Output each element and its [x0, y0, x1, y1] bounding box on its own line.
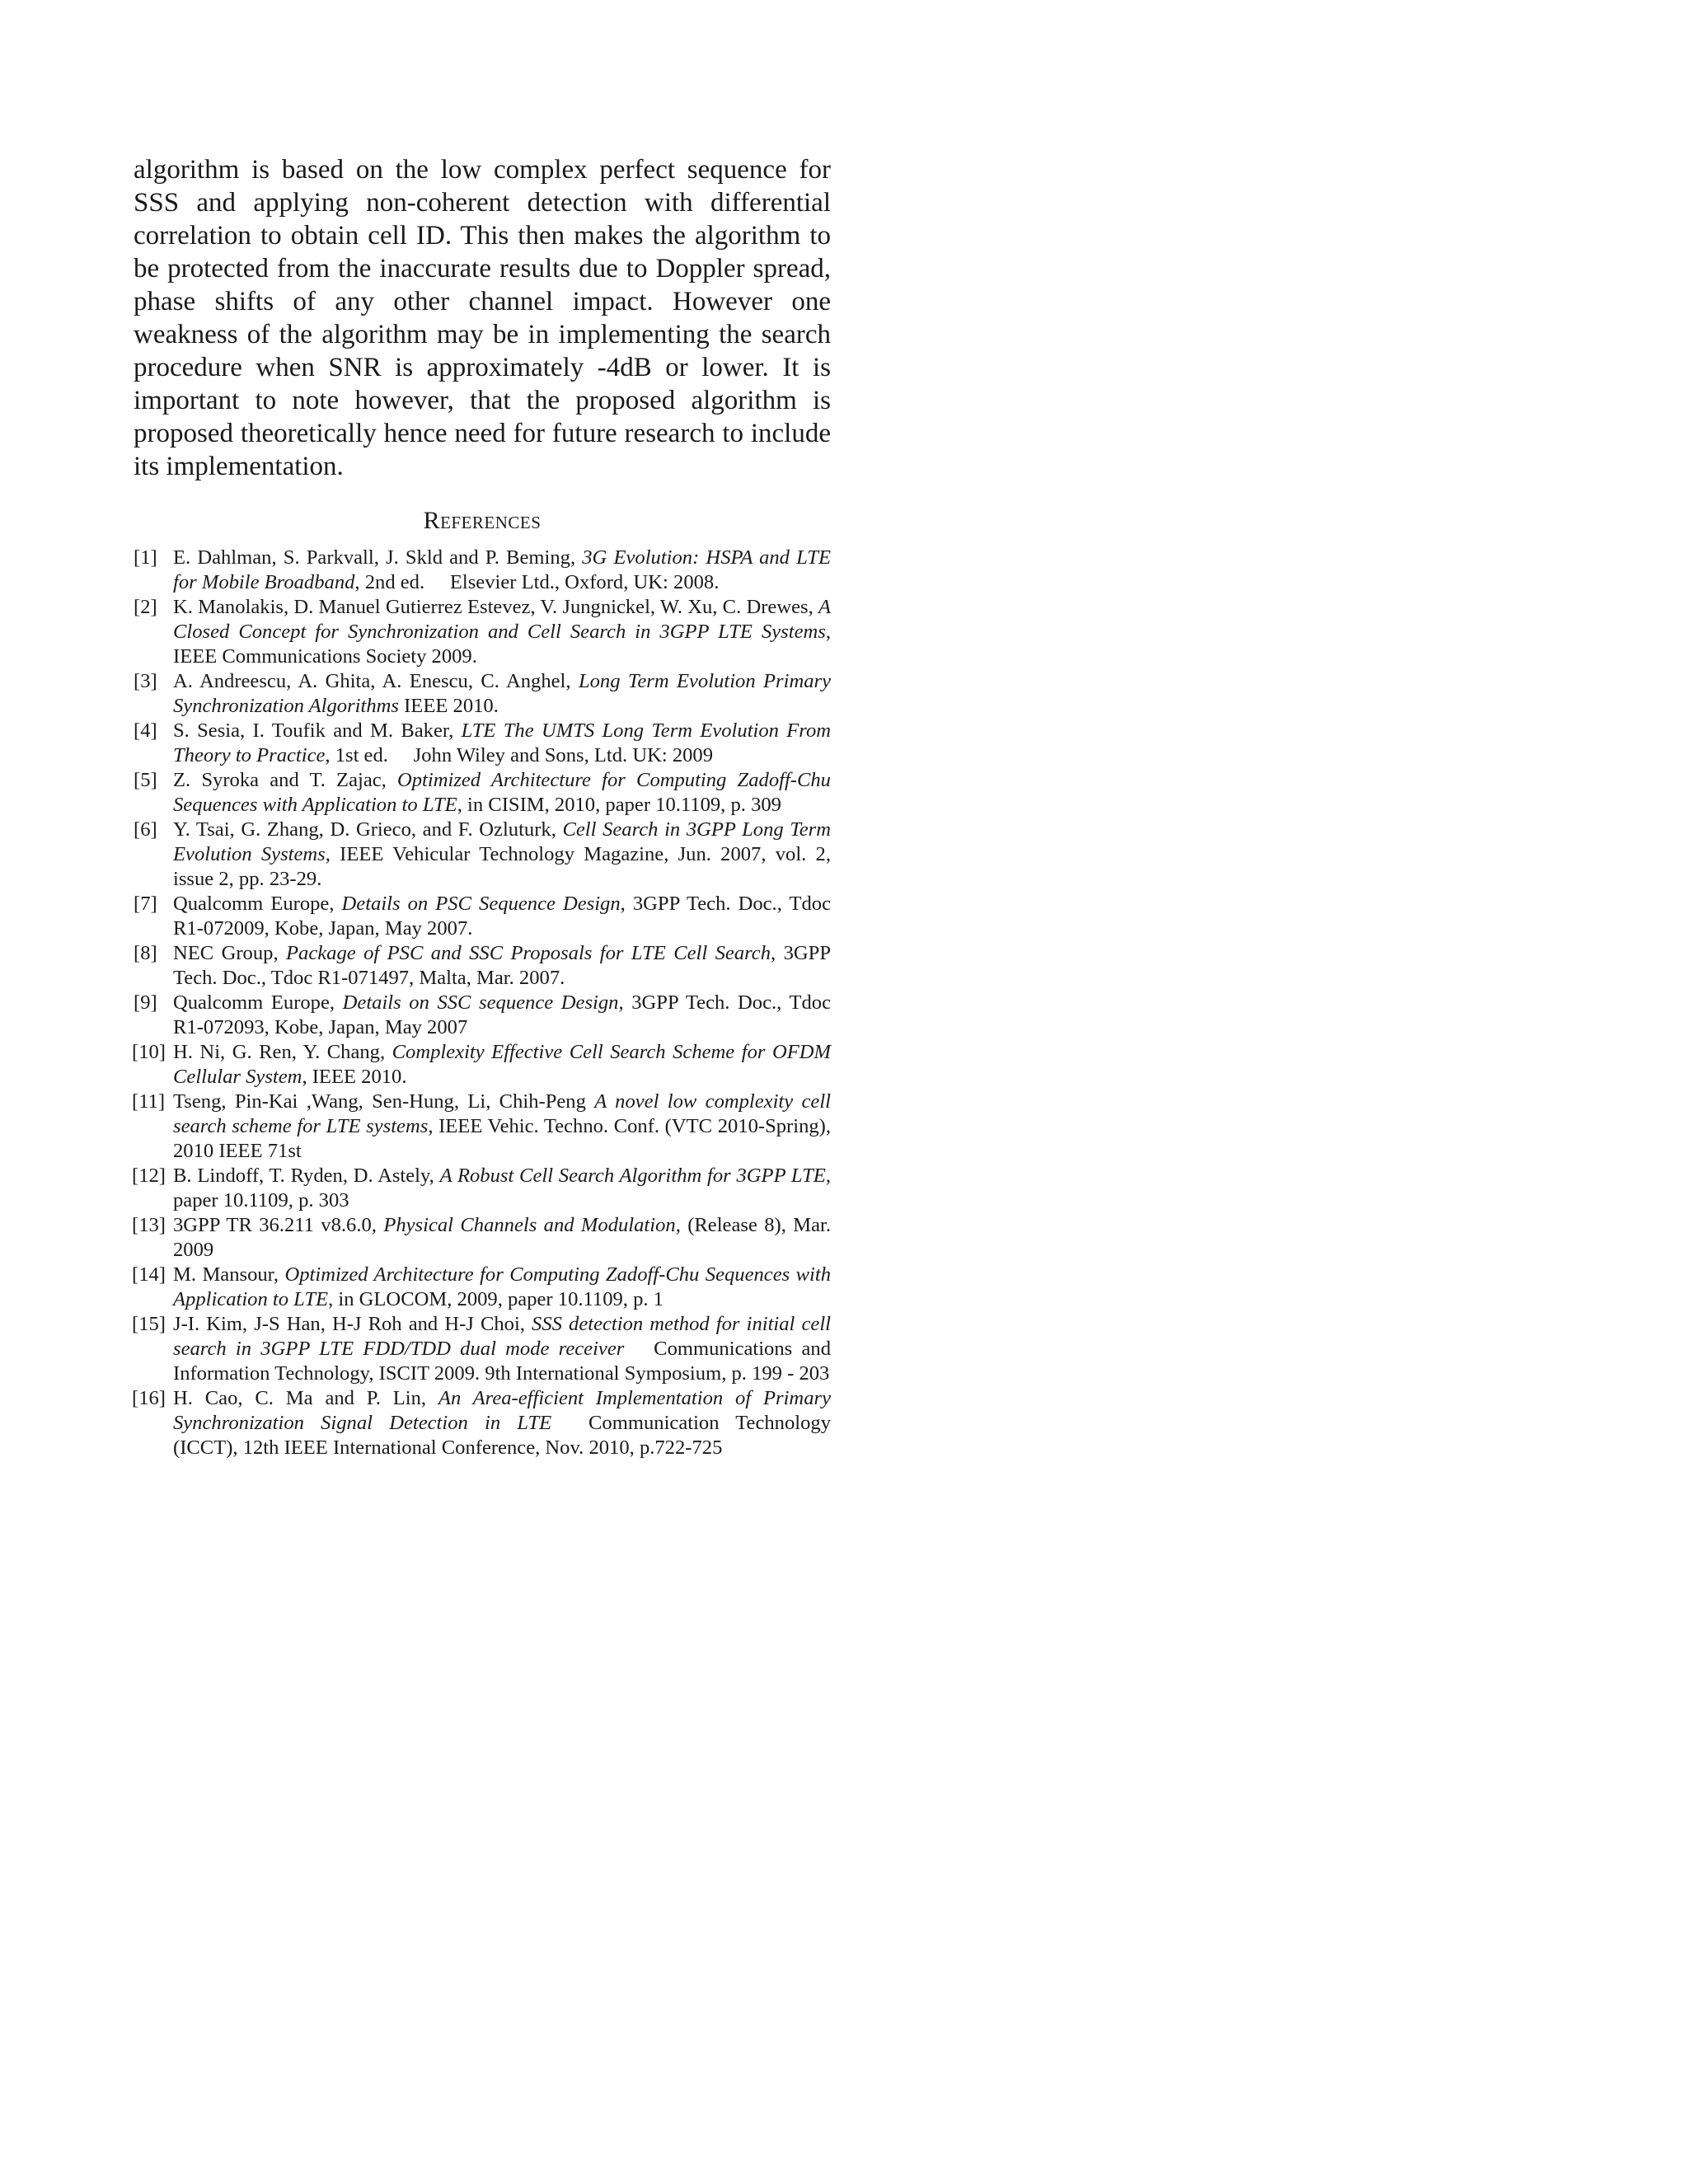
reference-list	[134, 546, 831, 1460]
reference-number: [5]	[134, 769, 157, 791]
reference-item	[134, 1040, 831, 1090]
reference-title: Details on PSC Sequence Design	[341, 893, 621, 915]
reference-item	[134, 941, 831, 991]
reference-number: [2]	[134, 596, 157, 618]
reference-item	[134, 1164, 831, 1213]
reference-authors: Z. Syroka and T. Zajac,	[173, 769, 397, 791]
reference-authors: J-I. Kim, J-S Han, H-J Roh and H-J Choi,	[173, 1313, 532, 1335]
reference-title: LTE The UMTS Long Term Evolution From Theory to Practice	[173, 719, 831, 766]
reference-details: , (Release 8), Mar. 2009	[173, 1214, 832, 1261]
reference-authors: B. Lindoff, T. Ryden, D. Astely,	[173, 1165, 440, 1187]
reference-authors: Qualcomm Europe,	[173, 893, 342, 915]
reference-title: Cell Search in 3GPP Long Term Evolution Systems	[173, 818, 831, 865]
reference-authors: A. Andreescu, A. Ghita, A. Enescu, C. Anghel,	[173, 670, 579, 692]
reference-item	[134, 818, 831, 892]
reference-item	[134, 1090, 831, 1164]
reference-number: [1]	[134, 546, 157, 569]
reference-item	[134, 1386, 831, 1460]
reference-title: SSS detection method for initial cell search in 3GPP LTE FDD/TDD dual mode receiver	[173, 1313, 831, 1360]
body-paragraph: algorithm is based on the low complex perfect sequence for SSS and applying non-coherent detection with differential correlation to obtain cell ID. This then makes the algorithm to be protected from the inaccurate results due to Doppler spread, phase shifts of any other channel impact. However one weakness of the algorithm may be in implementing the search procedure when SNR is approximately -4dB or lower. It is important to note however, that the proposed algorithm is proposed theoretically hence need for future research to include its implementation.	[134, 155, 831, 481]
reference-number: [12]	[132, 1165, 166, 1187]
reference-number: [7]	[134, 893, 157, 915]
reference-authors: H. Ni, G. Ren, Y. Chang,	[173, 1041, 392, 1063]
reference-authors: NEC Group,	[173, 942, 287, 964]
reference-number: [16]	[132, 1387, 166, 1409]
reference-authors: E. Dahlman, S. Parkvall, J. Skld and P. Beming,	[173, 546, 583, 569]
reference-details: , 2nd ed. Elsevier Ltd., Oxford, UK: 2008.	[354, 571, 720, 593]
reference-details: , IEEE Vehicular Technology Magazine, Jun. 2007, vol. 2, issue 2, pp. 23-29.	[173, 843, 832, 890]
reference-title: Long Term Evolution Primary Synchronization Algorithms	[173, 670, 831, 717]
reference-item	[134, 546, 831, 595]
reference-details: , 1st ed. John Wiley and Sons, Ltd. UK: 2009	[325, 744, 714, 766]
reference-authors: 3GPP TR 36.211 v8.6.0,	[173, 1214, 384, 1236]
reference-details: , IEEE Vehic. Techno. Conf. (VTC 2010-Spring), 2010 IEEE 71st	[173, 1115, 831, 1162]
paper-column	[134, 153, 831, 1460]
reference-authors: M. Mansour,	[173, 1263, 285, 1286]
reference-number: [13]	[132, 1214, 166, 1236]
reference-item	[134, 1213, 831, 1263]
references-heading	[134, 506, 831, 536]
reference-details: , 3GPP Tech. Doc., Tdoc R1-072093, Kobe, Japan, May 2007	[173, 991, 831, 1038]
reference-details: Communication Technology (ICCT), 12th IEEE International Conference, Nov. 2010, p.722-725	[173, 1412, 831, 1459]
reference-title: A Closed Concept for Synchronization and Cell Search in 3GPP LTE Systems	[173, 596, 831, 643]
reference-authors: H. Cao, C. Ma and P. Lin,	[173, 1387, 438, 1409]
reference-authors: Y. Tsai, G. Zhang, D. Grieco, and F. Ozluturk,	[173, 818, 563, 841]
reference-title: An Area-efficient Implementation of Primary Synchronization Signal Detection in LTE	[173, 1387, 831, 1434]
reference-item	[134, 768, 831, 818]
references-heading-text: References	[423, 507, 542, 534]
reference-item	[134, 1312, 831, 1386]
reference-number: [4]	[134, 719, 157, 742]
reference-title: Details on SSC sequence Design	[342, 991, 619, 1014]
reference-authors: Qualcomm Europe,	[173, 991, 343, 1014]
reference-number: [3]	[134, 670, 157, 692]
reference-details: , IEEE Communications Society 2009.	[173, 621, 831, 668]
reference-details: , in CISIM, 2010, paper 10.1109, p. 309	[457, 794, 781, 816]
reference-number: [9]	[134, 991, 157, 1014]
reference-number: [8]	[134, 942, 157, 964]
reference-authors: Tseng, Pin-Kai ,Wang, Sen-Hung, Li, Chih-Peng	[173, 1090, 595, 1113]
reference-title: Optimized Architecture for Computing Zadoff-Chu Sequences with Application to LTE	[173, 1263, 831, 1310]
reference-item	[134, 892, 831, 941]
reference-title: Optimized Architecture for Computing Zadoff-Chu Sequences with Application to LTE	[173, 769, 831, 816]
reference-details: , paper 10.1109, p. 303	[173, 1165, 831, 1212]
reference-authors: K. Manolakis, D. Manuel Gutierrez Estevez, V. Jungnickel, W. Xu, C. Drewes,	[173, 596, 818, 618]
reference-title: Complexity Effective Cell Search Scheme for OFDM Cellular System	[173, 1041, 831, 1088]
reference-item	[134, 991, 831, 1040]
reference-details: , in GLOCOM, 2009, paper 10.1109, p. 1	[328, 1288, 663, 1310]
reference-title: A novel low complexity cell search scheme for LTE systems	[173, 1090, 832, 1137]
reference-number: [14]	[132, 1263, 166, 1286]
reference-number: [15]	[132, 1313, 166, 1335]
reference-title: A Robust Cell Search Algorithm for 3GPP LTE	[439, 1165, 826, 1187]
reference-number: [11]	[132, 1090, 166, 1113]
reference-details: , 3GPP Tech. Doc., Tdoc R1-072009, Kobe, Japan, May 2007.	[173, 893, 831, 940]
reference-item	[134, 1263, 831, 1312]
reference-details: , IEEE 2010.	[302, 1066, 407, 1088]
reference-details: Communications and Information Technology, ISCIT 2009. 9th International Symposium, p. 199 - 203	[173, 1338, 831, 1385]
reference-item	[134, 595, 831, 669]
reference-item	[134, 719, 831, 768]
reference-item	[134, 669, 831, 719]
reference-number: [10]	[132, 1041, 166, 1063]
reference-title: Physical Channels and Modulation	[383, 1214, 676, 1236]
reference-details: IEEE 2010.	[398, 695, 499, 717]
reference-authors: S. Sesia, I. Toufik and M. Baker,	[173, 719, 462, 742]
reference-title: Package of PSC and SSC Proposals for LTE Cell Search	[286, 942, 771, 964]
reference-title: 3G Evolution: HSPA and LTE for Mobile Broadband	[173, 546, 832, 593]
reference-number: [6]	[134, 818, 157, 841]
reference-details: , 3GPP Tech. Doc., Tdoc R1-071497, Malta, Mar. 2007.	[173, 942, 831, 989]
